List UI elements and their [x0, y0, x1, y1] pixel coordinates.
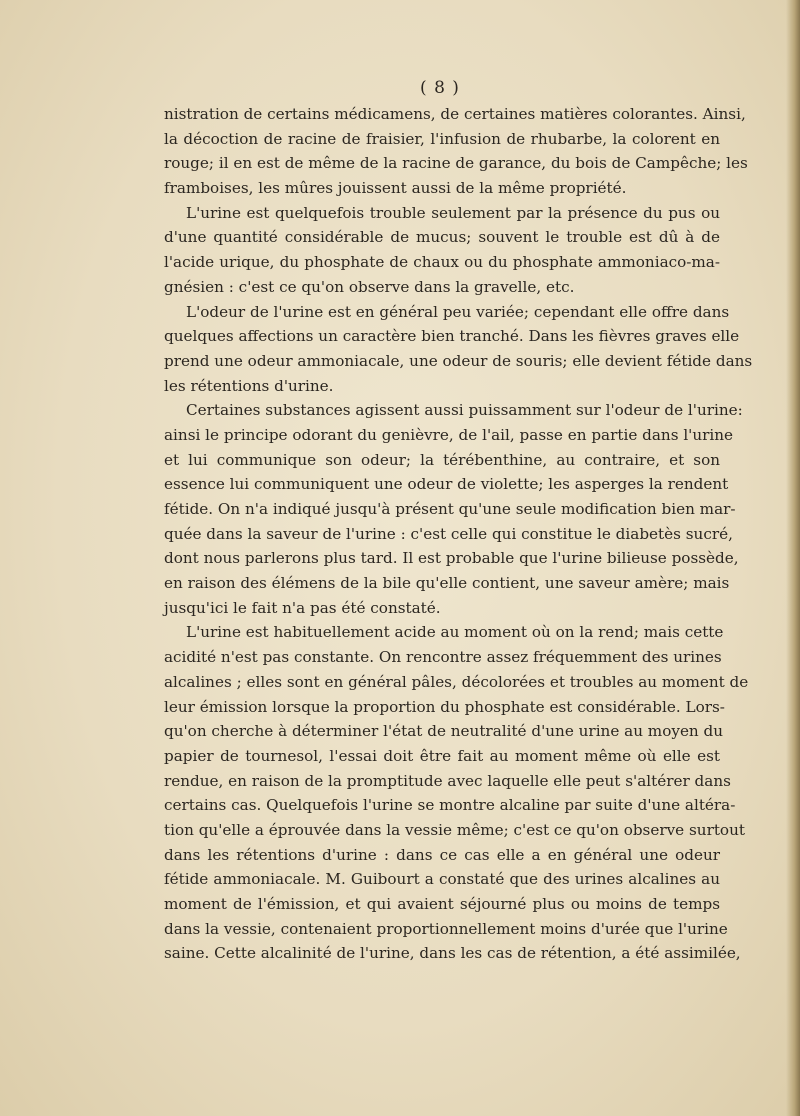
text-line: l'acide urique, du phosphate de chaux ou du phosphate ammoniaco-ma-: [164, 253, 720, 272]
text-line: L'urine est quelquefois trouble seulement par la présence du pus ou: [186, 203, 720, 222]
text-line: quée dans la saveur de l'urine : c'est celle qui constitue le diabetès sucré,: [164, 524, 733, 543]
text-line: jusqu'ici le fait n'a pas été constaté.: [164, 598, 441, 617]
text-line: acidité n'est pas constante. On rencontre assez fréquemment des urines: [164, 648, 722, 667]
text-line: moment de l'émission, et qui avaient séjourné plus ou moins de temps: [164, 895, 720, 913]
text-line: prend une odeur ammoniacale, une odeur de souris; elle devient fétide dans: [164, 351, 753, 370]
text-line: tion qu'elle a éprouvée dans la vessie même; c'est ce qu'on observe surtout: [164, 820, 745, 839]
text-line: la décoction de racine de fraisier, l'infusion de rhubarbe, la colorent en: [164, 129, 720, 148]
text-line: saine. Cette alcalinité de l'urine, dans les cas de rétention, a été assimilée,: [164, 944, 741, 963]
text-line: L'urine est habituellement acide au moment où on la rend; mais cette: [186, 623, 724, 642]
text-line: fétide ammoniacale. M. Guibourt a constaté que des urines alcalines au: [164, 870, 720, 889]
text-line: alcalines ; elles sont en général pâles, décolorées et troubles au moment de: [164, 672, 749, 691]
text-line: en raison des élémens de la bile qu'elle contient, une saveur amère; mais: [164, 574, 730, 593]
text-line: quelques affections un caractère bien tranché. Dans les fièvres graves elle: [164, 327, 740, 346]
text-line: framboises, les mûres jouissent aussi de la même propriété.: [164, 179, 627, 198]
text-line: Certaines substances agissent aussi puissamment sur l'odeur de l'urine:: [186, 401, 743, 420]
text-line: les rétentions d'urine.: [164, 376, 334, 395]
text-line: d'une quantité considérable de mucus; souvent le trouble est dû à de: [164, 228, 720, 247]
text-line: rouge; il en est de même de la racine de garance, du bois de Campêche; les: [164, 154, 748, 173]
page-number: ( 8 ): [420, 78, 460, 98]
paragraph: [164, 201, 720, 300]
paragraph: [164, 398, 743, 620]
text-line: dans la vessie, contenaient proportionnellement moins d'urée que l'urine: [164, 919, 728, 938]
text-line: rendue, en raison de la promptitude avec laquelle elle peut s'altérer dans: [164, 771, 731, 790]
text-line: gnésien : c'est ce qu'on observe dans la gravelle, etc.: [164, 277, 575, 296]
text-line: dont nous parlerons plus tard. Il est probable que l'urine bilieuse possède,: [164, 549, 739, 568]
text-line: essence lui communiquent une odeur de violette; les asperges la rendent: [164, 475, 729, 494]
text-line: dans les rétentions d'urine : dans ce cas elle a en général une odeur: [164, 845, 720, 864]
text-line: nistration de certains médicamens, de certaines matières colorantes. Ainsi,: [164, 105, 746, 123]
paragraph: [164, 102, 748, 201]
page-edge-shadow: [786, 0, 800, 1116]
text-line: ainsi le principe odorant du genièvre, de l'ail, passe en partie dans l'urine: [164, 425, 734, 444]
text-line: fétide. On n'a indiqué jusqu'à présent qu'une seule modification bien mar-: [164, 500, 736, 518]
text-line: leur émission lorsque la proportion du phosphate est considérable. Lors-: [164, 697, 725, 716]
paragraph: [164, 300, 753, 399]
text-line: certains cas. Quelquefois l'urine se montre alcaline par suite d'une altéra-: [164, 796, 736, 815]
text-line: papier de tournesol, l'essai doit être fait au moment même où elle est: [164, 746, 720, 765]
paragraph: [164, 620, 749, 966]
text-line: L'odeur de l'urine est en général peu variée; cependant elle offre dans: [186, 302, 730, 321]
text-line: et lui communique son odeur; la térébenthine, au contraire, et son: [164, 450, 720, 469]
body-text: [164, 102, 753, 966]
text-line: qu'on cherche à déterminer l'état de neutralité d'une urine au moyen du: [164, 722, 724, 741]
